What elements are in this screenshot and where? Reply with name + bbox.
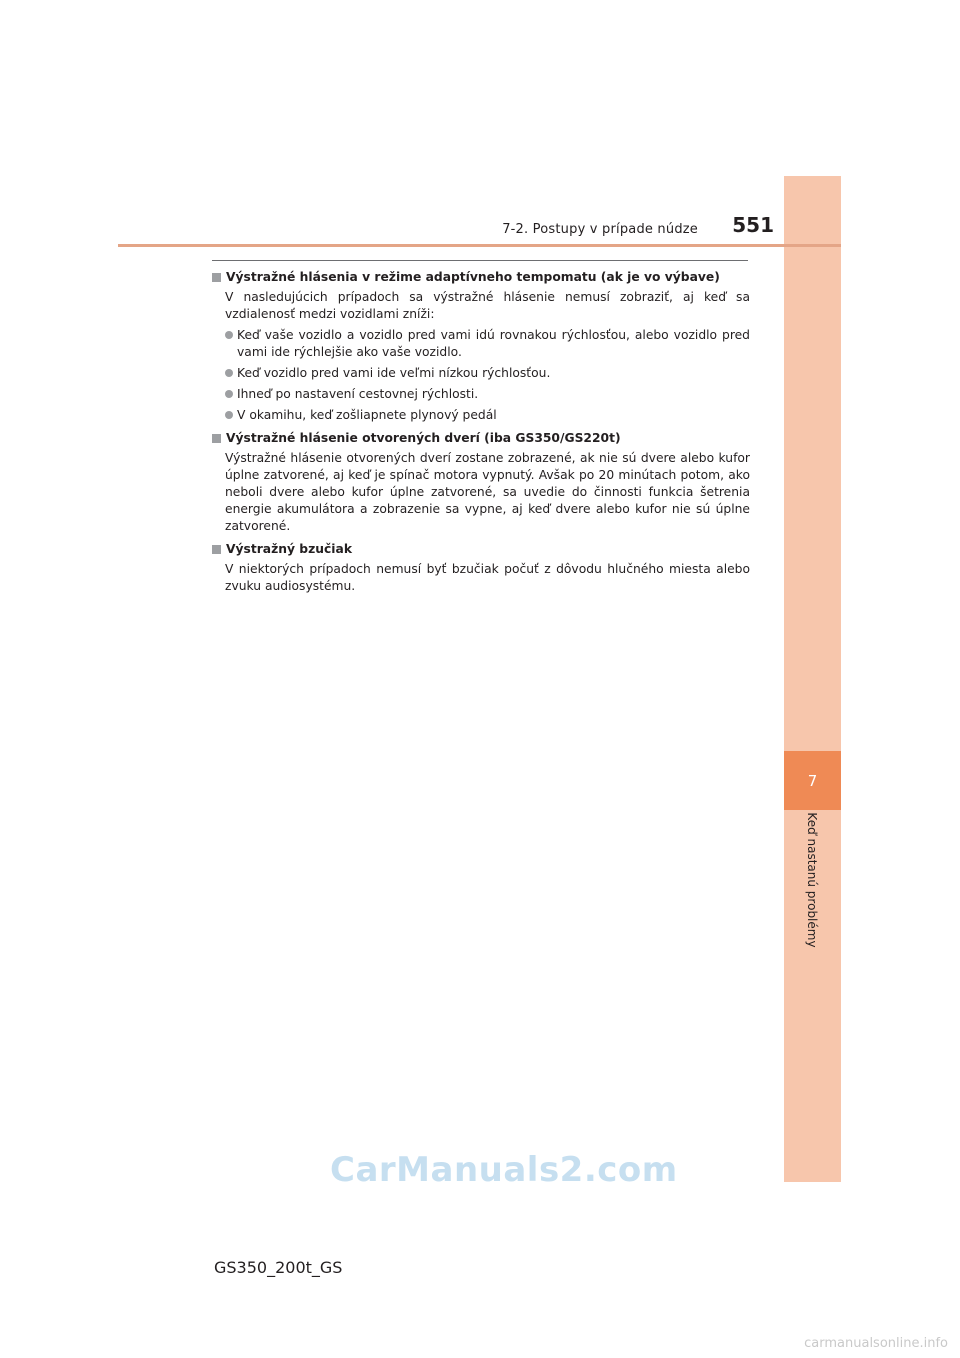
chapter-number: 7: [807, 771, 818, 790]
section-paragraph: V niektorých prípadoch nemusí byť bzučiak počuť z dôvodu hlučného miesta alebo zvuku audiosystému.: [225, 562, 750, 593]
dot-bullet-icon: [225, 411, 233, 419]
square-bullet-icon: [212, 545, 221, 554]
brand-watermark: CarManuals2.com: [330, 1150, 678, 1190]
list-item: [225, 327, 750, 361]
section-header-title: 7-2. Postupy v prípade núdze: [502, 222, 698, 237]
square-bullet-icon: [212, 434, 221, 443]
content-divider: [212, 260, 748, 261]
footer-model-code: GS350_200t_GS: [214, 1258, 343, 1277]
list-item: [225, 365, 750, 382]
page-number: 551: [732, 213, 774, 237]
site-watermark: carmanualsonline.info: [804, 1336, 948, 1351]
section-heading: [212, 541, 750, 558]
chapter-side-tab: [784, 176, 841, 1182]
square-bullet-icon: [212, 273, 221, 282]
section-heading-text: Výstražný bzučiak: [226, 542, 352, 556]
section-open-door-warning: [212, 430, 750, 535]
section-paragraph: V nasledujúcich prípadoch sa výstražné hlásenie nemusí zobraziť, aj keď sa vzdialenosť medzi vozidlami zníži:: [225, 290, 750, 321]
section-heading-text: Výstražné hlásenia v režime adaptívneho tempomatu (ak je vo výbave): [226, 270, 720, 284]
chapter-label: Keď nastanú problémy: [805, 812, 819, 948]
section-cruise-control-warnings: [212, 269, 750, 424]
section-warning-buzzer: [212, 541, 750, 595]
list-item: [225, 407, 750, 424]
section-paragraph: Výstražné hlásenie otvorených dverí zostane zobrazené, ak nie sú dvere alebo kufor úplne zatvorené, aj keď je spínač motora vypnutý. Avšak po 20 minútach potom, ako neboli dvere alebo kufor úplne zatvorené, sa uvedie do činnosti funkcia šetrenia energie akumulátora a zobrazenie sa vypne, aj keď dvere alebo kufor nie sú úplne zatvorené.: [225, 451, 750, 533]
list-item-text: Keď vaše vozidlo a vozidlo pred vami idú rovnakou rýchlosťou, alebo vozidlo pred vami ide rýchlejšie ako vaše vozidlo.: [237, 328, 750, 359]
content-area: [212, 269, 750, 601]
list-item-text: Ihneď po nastavení cestovnej rýchlosti.: [237, 387, 479, 401]
section-heading: [212, 269, 750, 286]
list-item-text: Keď vozidlo pred vami ide veľmi nízkou rýchlosťou.: [237, 366, 551, 380]
section-heading-text: Výstražné hlásenie otvorených dverí (iba GS350/GS220t): [226, 431, 621, 445]
dot-bullet-icon: [225, 369, 233, 377]
dot-bullet-icon: [225, 331, 233, 339]
chapter-number-box: [784, 751, 841, 810]
header-divider: [118, 244, 841, 247]
list-item-text: V okamihu, keď zošliapnete plynový pedál: [237, 408, 497, 422]
list-item: [225, 386, 750, 403]
section-heading: [212, 430, 750, 447]
dot-bullet-icon: [225, 390, 233, 398]
